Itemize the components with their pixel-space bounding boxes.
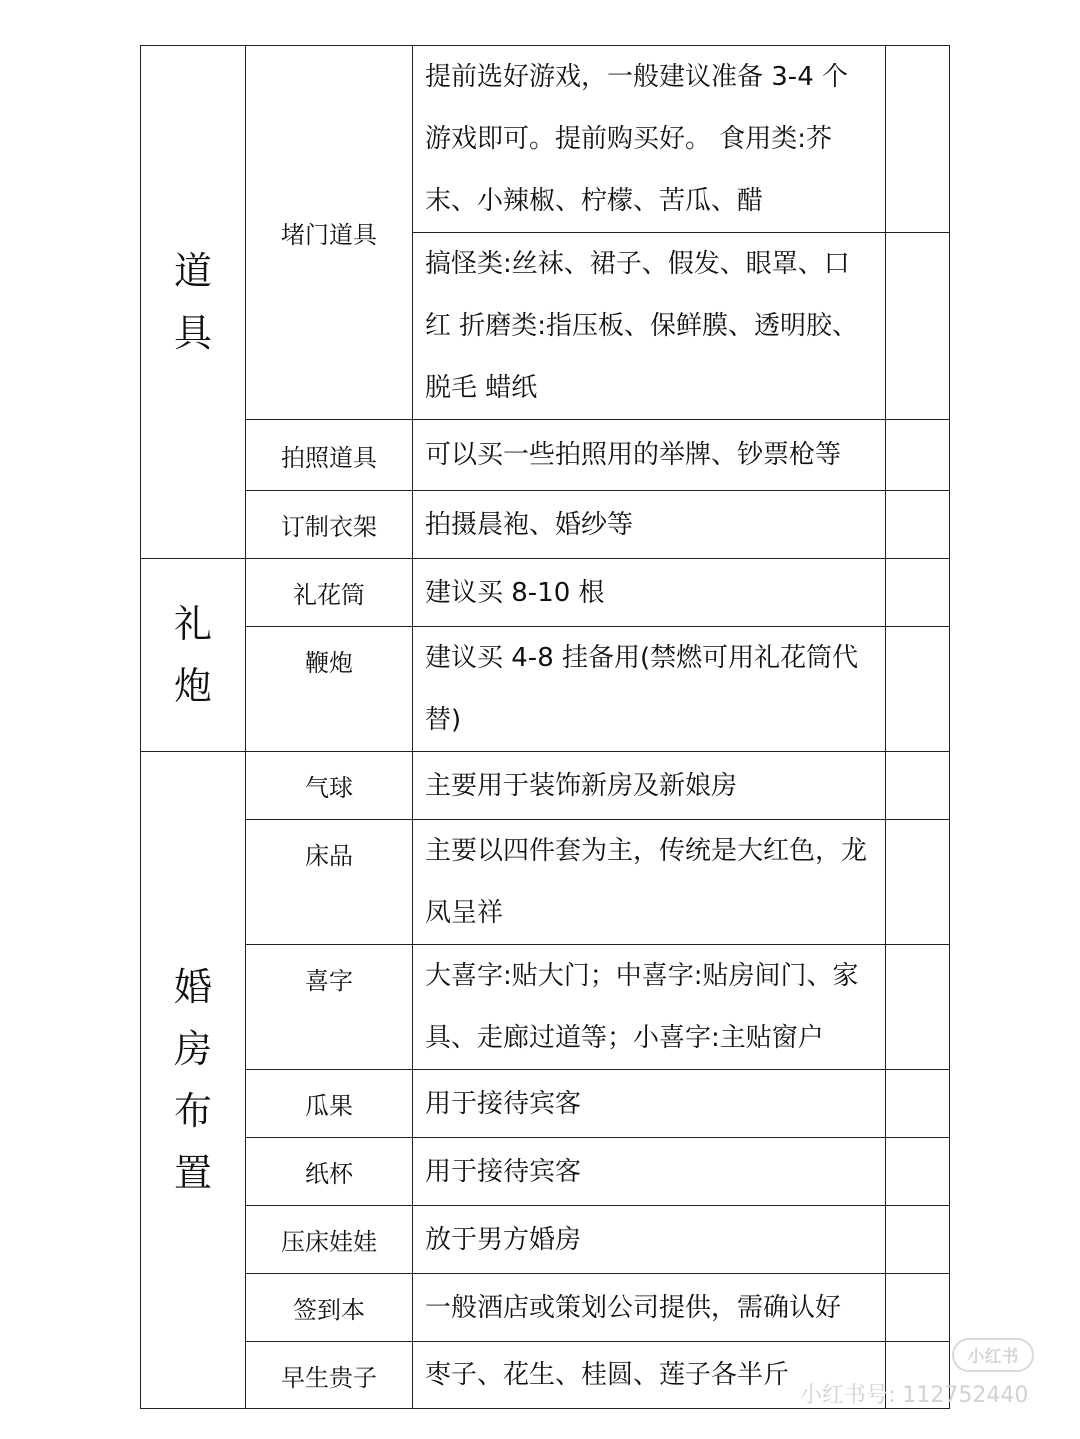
item-description: 建议买 8-10 根 bbox=[413, 559, 886, 627]
table-row bbox=[141, 945, 950, 1070]
item-name: 瓜果 bbox=[246, 1070, 413, 1138]
category-cell-salute: 礼 炮 bbox=[141, 559, 246, 752]
item-description: 用于接待宾客 bbox=[413, 1138, 886, 1206]
table-row bbox=[141, 491, 950, 559]
watermark-id: 小红书号: 112752440 bbox=[800, 1383, 1029, 1408]
table-row bbox=[141, 820, 950, 945]
empty-cell bbox=[886, 627, 950, 752]
item-name: 鞭炮 bbox=[246, 627, 413, 752]
item-description: 放于男方婚房 bbox=[413, 1206, 886, 1274]
item-description: 主要以四件套为主，传统是大红色，龙凤呈祥 bbox=[413, 820, 886, 945]
item-name: 签到本 bbox=[246, 1274, 413, 1342]
item-description: 主要用于装饰新房及新娘房 bbox=[413, 752, 886, 820]
item-name: 纸杯 bbox=[246, 1138, 413, 1206]
empty-cell bbox=[886, 1138, 950, 1206]
item-description: 用于接待宾客 bbox=[413, 1070, 886, 1138]
wedding-supplies-table bbox=[140, 45, 950, 1409]
item-name: 拍照道具 bbox=[246, 420, 413, 491]
table-row bbox=[141, 1138, 950, 1206]
item-name: 压床娃娃 bbox=[246, 1206, 413, 1274]
empty-cell bbox=[886, 945, 950, 1070]
watermark-logo: 小红书 bbox=[952, 1338, 1034, 1372]
item-name: 订制衣架 bbox=[246, 491, 413, 559]
item-name: 气球 bbox=[246, 752, 413, 820]
item-description: 建议买 4-8 挂备用(禁燃可用礼花筒代替) bbox=[413, 627, 886, 752]
table-row bbox=[141, 559, 950, 627]
empty-cell bbox=[886, 233, 950, 420]
empty-cell bbox=[886, 491, 950, 559]
table-row bbox=[141, 627, 950, 752]
item-name: 礼花筒 bbox=[246, 559, 413, 627]
item-name: 早生贵子 bbox=[246, 1342, 413, 1409]
empty-cell bbox=[886, 46, 950, 233]
category-cell-props: 道 具 bbox=[141, 46, 246, 559]
category-cell-room-decor: 婚 房 布 置 bbox=[141, 752, 246, 1409]
empty-cell bbox=[886, 1274, 950, 1342]
item-description: 一般酒店或策划公司提供，需确认好 bbox=[413, 1274, 886, 1342]
table-row bbox=[141, 1206, 950, 1274]
empty-cell bbox=[886, 420, 950, 491]
item-description: 提前选好游戏，一般建议准备 3-4 个游戏即可。提前购买好。 食用类:芥末、小辣椒、柠檬、苦瓜、醋 bbox=[413, 46, 886, 233]
table-row bbox=[141, 752, 950, 820]
item-name: 喜字 bbox=[246, 945, 413, 1070]
item-description: 拍摄晨袍、婚纱等 bbox=[413, 491, 886, 559]
item-name: 堵门道具 bbox=[246, 46, 413, 420]
table-row bbox=[141, 420, 950, 491]
item-description: 枣子、花生、桂圆、莲子各半斤 bbox=[413, 1342, 886, 1409]
item-description: 搞怪类:丝袜、裙子、假发、眼罩、口红 折磨类:指压板、保鲜膜、透明胶、脱毛 蜡纸 bbox=[413, 233, 886, 420]
item-description: 大喜字:贴大门；中喜字:贴房间门、家具、走廊过道等；小喜字:主贴窗户 bbox=[413, 945, 886, 1070]
table-row bbox=[141, 1070, 950, 1138]
empty-cell bbox=[886, 752, 950, 820]
empty-cell bbox=[886, 559, 950, 627]
table-row bbox=[141, 1274, 950, 1342]
empty-cell bbox=[886, 1206, 950, 1274]
item-name: 床品 bbox=[246, 820, 413, 945]
table-row bbox=[141, 46, 950, 233]
empty-cell bbox=[886, 820, 950, 945]
item-description: 可以买一些拍照用的举牌、钞票枪等 bbox=[413, 420, 886, 491]
empty-cell bbox=[886, 1070, 950, 1138]
